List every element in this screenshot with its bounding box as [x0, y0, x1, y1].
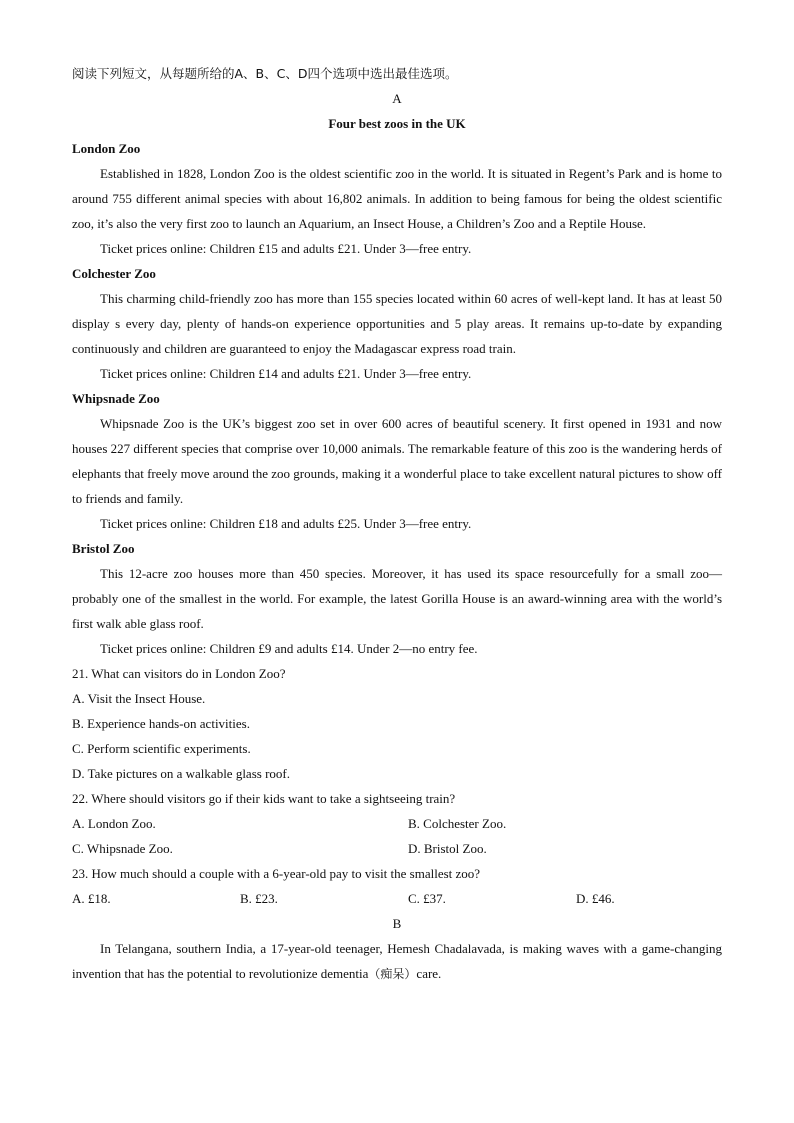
zoo-heading-colchester: Colchester Zoo [72, 266, 156, 281]
question-21-option-b: B. Experience hands-on activities. [72, 716, 250, 731]
zoo-description-colchester: This charming child-friendly zoo has more than 155 species located within 60 acres of well-kept land. It has at least 50 display s every day, plenty of hands-on experience opportunities and 5 play areas. It remains up-to-date by expanding continuously and children are guaranteed to enjoy the Madagascar express road train. [72, 291, 722, 356]
question-23-stem: 23. How much should a couple with a 6-year-old pay to visit the smallest zoo? [72, 866, 481, 881]
instruction-text: 阅读下列短文，从每题所给的A、B、C、D四个选项中选出最佳选项。 [72, 66, 458, 81]
ticket-prices-colchester: Ticket prices online: Children £14 and adults £21. Under 3—free entry. [100, 366, 472, 381]
question-22-options-row-1 [72, 811, 722, 836]
section-b-paragraph-end: care. [416, 966, 442, 981]
question-21-option-c: C. Perform scientific experiments. [72, 741, 251, 756]
ticket-prices-bristol: Ticket prices online: Children £9 and adults £14. Under 2—no entry fee. [100, 641, 478, 656]
zoo-description-whipsnade: Whipsnade Zoo is the UK’s biggest zoo set in over 600 acres of beautiful scenery. It first opened in 1931 and now houses 227 different species that comprise over 10,000 animals. The remarkable feature of this zoo is the wandering herds of elephants that freely move around the zoo grounds, making it a wonderful place to take excellent natural pictures to show off to friends and family. [72, 416, 722, 506]
question-22-option-b: B. Colchester Zoo. [408, 816, 507, 831]
section-a-label: A [392, 91, 402, 106]
question-23-options-row [72, 886, 722, 911]
zoo-description-bristol: This 12-acre zoo houses more than 450 species. Moreover, it has used its space resourcefully for a small zoo—probably one of the smallest in the world. For example, the latest Gorilla House is an award-winning area with the world’s first walk able glass roof. [72, 566, 722, 631]
question-23-option-a: A. £18. [72, 891, 111, 906]
question-21-option-d: D. Take pictures on a walkable glass roof. [72, 766, 290, 781]
question-23-option-b: B. £23. [240, 891, 278, 906]
ticket-prices-whipsnade: Ticket prices online: Children £18 and adults £25. Under 3—free entry. [100, 516, 472, 531]
zoo-heading-bristol: Bristol Zoo [72, 541, 135, 556]
section-b-paragraph-cjk: （痴呆） [368, 967, 417, 981]
section-b-paragraph-start: In Telangana, southern India, a 17-year-old teenager, Hemesh Chadalavada, is making waves with a game-changing invention that has the potential to revolutionize dementia [72, 941, 722, 981]
ticket-prices-london: Ticket prices online: Children £15 and adults £21. Under 3—free entry. [100, 241, 472, 256]
zoo-description-london: Established in 1828, London Zoo is the oldest scientific zoo in the world. It is situated in Regent’s Park and is home to around 755 different animal species with about 16,802 animals. In addition to being famous for being the oldest scientific zoo, it’s also the very first zoo to launch an Aquarium, an Insect House, a Children’s Zoo and a Reptile House. [72, 166, 722, 231]
zoo-heading-london: London Zoo [72, 141, 141, 156]
zoo-heading-whipsnade: Whipsnade Zoo [72, 391, 160, 406]
question-22-stem: 22. Where should visitors go if their kids want to take a sightseeing train? [72, 791, 456, 806]
question-21-option-a: A. Visit the Insect House. [72, 691, 206, 706]
exam-page [72, 61, 722, 987]
question-22-options-row-2 [72, 836, 722, 861]
question-21-stem: 21. What can visitors do in London Zoo? [72, 666, 286, 681]
question-22-option-d: D. Bristol Zoo. [408, 841, 487, 856]
question-22-option-a: A. London Zoo. [72, 816, 156, 831]
section-b-label: B [392, 916, 402, 931]
question-23-option-d: D. £46. [576, 891, 615, 906]
passage-title: Four best zoos in the UK [328, 116, 466, 131]
section-b-paragraph [72, 936, 722, 987]
question-23-option-c: C. £37. [408, 891, 446, 906]
question-22-option-c: C. Whipsnade Zoo. [72, 841, 173, 856]
